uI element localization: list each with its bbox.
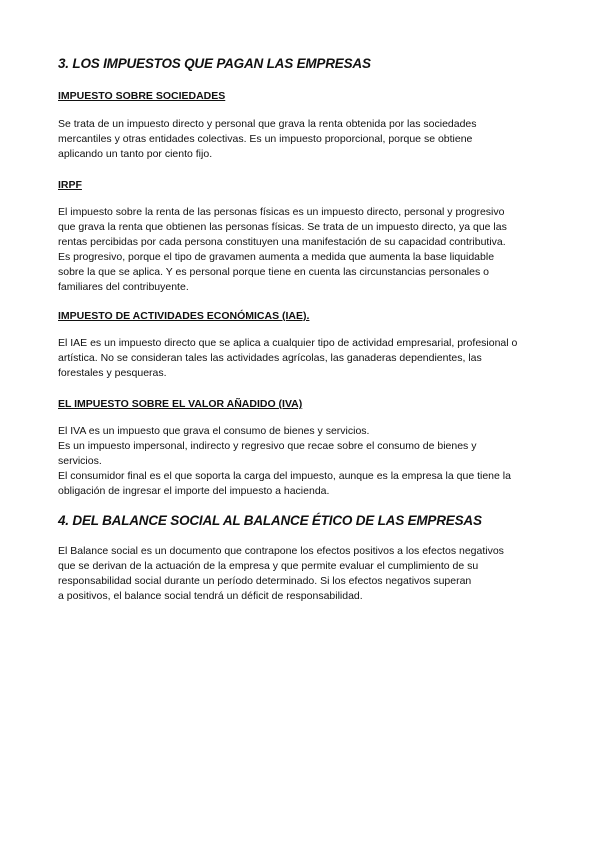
text-line: a positivos, el balance social tendrá un déficit de responsabilidad. xyxy=(58,590,363,602)
section-3-title: 3. LOS IMPUESTOS QUE PAGAN LAS EMPRESAS xyxy=(58,56,371,71)
heading-impuesto-sociedades: IMPUESTO SOBRE SOCIEDADES xyxy=(58,90,226,102)
text-line: servicios. xyxy=(58,455,102,467)
text-line: que se derivan de la actuación de la empresa y que permite evaluar el cumplimiento de su xyxy=(58,560,479,572)
paragraph-balance-social xyxy=(58,544,544,604)
paragraph-impuesto-sociedades xyxy=(58,117,544,162)
text-line: El Balance social es un documento que contrapone los efectos positivos a los efectos negativos xyxy=(58,545,504,557)
text-line: Se trata de un impuesto directo y personal que grava la renta obtenida por las sociedades xyxy=(58,118,477,130)
text-line: obligación de ingresar el importe del impuesto a hacienda. xyxy=(58,485,330,497)
paragraph-iva xyxy=(58,424,544,499)
text-line: aplicando un tanto por ciento fijo. xyxy=(58,148,213,160)
text-line: que grava la renta que obtienen las personas físicas. Se trata de un impuesto directo, ya que las xyxy=(58,221,507,233)
text-line: El IVA es un impuesto que grava el consumo de bienes y servicios. xyxy=(58,425,370,437)
paragraph-iae xyxy=(58,336,544,381)
text-line: El IAE es un impuesto directo que se aplica a cualquier tipo de actividad empresarial, profesional o xyxy=(58,337,518,349)
text-line: familiares del contribuyente. xyxy=(58,281,189,293)
heading-iva: EL IMPUESTO SOBRE EL VALOR AÑADIDO (IVA) xyxy=(58,398,303,410)
heading-iae: IMPUESTO DE ACTIVIDADES ECONÓMICAS (IAE). xyxy=(58,310,310,322)
text-line: forestales y pesqueras. xyxy=(58,367,167,379)
text-line: Es progresivo, porque el tipo de gravamen aumenta a medida que aumenta la base liquidable xyxy=(58,251,495,263)
text-line: El consumidor final es el que soporta la carga del impuesto, aunque es la empresa la que tiene la xyxy=(58,470,511,482)
text-line: Es un impuesto impersonal, indirecto y regresivo que recae sobre el consumo de bienes y xyxy=(58,440,477,452)
text-line: artística. No se consideran tales las actividades agrícolas, las ganaderas dependientes, las xyxy=(58,352,482,364)
heading-irpf: IRPF xyxy=(58,179,82,191)
text-line: rentas percibidas por cada persona constituyen una manifestación de su capacidad contributiva. xyxy=(58,236,506,248)
text-line: mercantiles y otras entidades colectivas. Es un impuesto proporcional, porque se obtiene xyxy=(58,133,473,145)
paragraph-irpf xyxy=(58,205,544,295)
text-line: sobre la que se aplica. Y es personal porque tiene en cuenta las circunstancias personales o xyxy=(58,266,489,278)
section-4-title: 4. DEL BALANCE SOCIAL AL BALANCE ÉTICO DE LAS EMPRESAS xyxy=(58,513,482,528)
text-line: responsabilidad social durante un período determinado. Si los efectos negativos superan xyxy=(58,575,472,587)
text-line: El impuesto sobre la renta de las personas físicas es un impuesto directo, personal y progresivo xyxy=(58,206,505,218)
